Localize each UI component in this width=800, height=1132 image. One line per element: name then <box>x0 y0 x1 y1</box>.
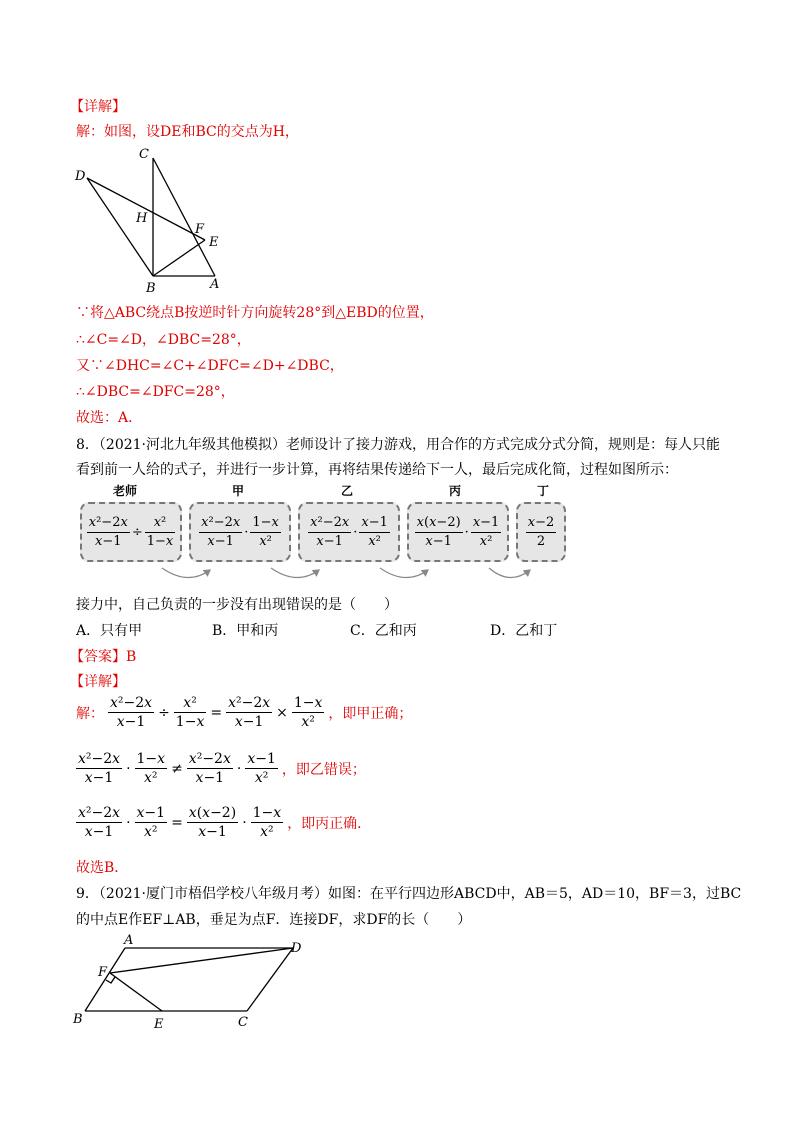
q8-question: 接力中，自己负责的一步没有出现错误的是（ ） <box>76 597 398 613</box>
q8-step-2: $\frac{\text{x²−2x}}{x-1}$ · $\frac{1-x}{\text{x²}}$ ≠ $\frac{\text{x²−2x}}{x-1}$ · $\frac{x-1}{\text{x²}}$ ，即乙错误； <box>78 751 366 786</box>
relay-arrows <box>80 560 580 586</box>
detail-heading: 【详解】 <box>70 99 126 115</box>
q8-option-b: B．甲和丙 <box>212 623 279 639</box>
detail-line-4: ∴∠DBC=∠DFC=28°， <box>76 384 235 400</box>
relay-box-teacher: $\frac{\text{x²−2x}}{x-1}$ ÷ $\frac{\text{x²}}{1-x}$ <box>80 502 182 562</box>
fig1-label-b: B <box>146 281 156 295</box>
q8-step1-suffix: ，即甲正确； <box>328 705 413 722</box>
q8-stem-line1: 8．（2021·河北九年级其他模拟）老师设计了接力游戏，用合作的方式完成分式分简，规则是：每人只能 <box>76 437 720 453</box>
detail-line-2: ∴∠C=∠D，∠DBC=28°， <box>76 332 251 348</box>
q8-step2-suffix: ，即乙错误； <box>281 761 366 778</box>
fig1-label-e: E <box>209 235 219 250</box>
q8-option-c: C．乙和丙 <box>350 623 417 639</box>
fig1-label-f: F <box>195 222 205 237</box>
relay-box-bing: $\frac{x(x-2)}{x-1}$ · $\frac{x-1}{\text{x²}}$ <box>407 502 509 562</box>
fig2-label-d: D <box>291 941 302 956</box>
q8-step3-suffix: ，即丙正确． <box>287 815 372 832</box>
q9-stem-line1: 9．（2021·厦门市梧侣学校八年级月考）如图：在平行四边形ABCD中，AB＝5，AD＝10，BF＝3，过BC <box>76 886 742 902</box>
detail-line-1: ∵将△ABC绕点B按逆时针方向旋转28°到△EBD的位置， <box>76 305 434 321</box>
box-label-teacher: 老师 <box>113 484 138 498</box>
q8-conclusion: 故选B． <box>76 860 129 876</box>
relay-box-yi: $\frac{\text{x²−2x}}{x-1}$ · $\frac{x-1}{\text{x²}}$ <box>298 502 400 562</box>
q8-step-prefix: 解： <box>76 705 104 722</box>
triangle-rotation-figure <box>70 140 230 295</box>
fig1-label-c: C <box>139 147 149 162</box>
fig2-label-a: A <box>124 933 134 948</box>
detail-line-5: 故选：A． <box>76 410 143 426</box>
fig1-label-d: D <box>75 169 86 184</box>
parallelogram-figure <box>65 928 325 1033</box>
fig2-label-c: C <box>238 1015 248 1030</box>
q8-option-d: D．乙和丁 <box>490 623 558 639</box>
detail-line-3: 又∵∠DHC=∠C+∠DFC=∠D+∠DBC， <box>76 358 344 374</box>
fig1-label-a: A <box>210 277 220 292</box>
q8-step-1: 解： $\frac{\text{x²−2x}}{x-1}$ ÷ $\frac{\text{x²}}{1-x}$ = $\frac{\text{x²−2x}}{x-1}$ × $\frac{1-x}{\text{x²}}$ ，即甲正确； <box>76 695 413 730</box>
q8-step-3: $\frac{\text{x²−2x}}{x-1}$ · $\frac{x-1}{\text{x²}}$ = $\frac{x(x-2)}{x-1}$ · $\frac{1-x}{\text{x²}}$ ，即丙正确． <box>78 805 372 840</box>
fig2-label-b: B <box>73 1012 83 1027</box>
relay-box-ding: $\frac{x-2}{2}$ <box>516 502 566 562</box>
q8-option-a: A．只有甲 <box>76 623 143 639</box>
q8-stem-line2: 看到前一人给的式子，并进行一步计算，再将结果传递给下一人，最后完成化简，过程如图所示： <box>76 462 678 478</box>
box-label-yi: 乙 <box>341 484 354 498</box>
fig1-label-h: H <box>136 211 148 226</box>
fig2-label-e: E <box>154 1017 164 1032</box>
q9-stem-line2: 的中点E作EF⊥AB，垂足为点F．连接DF，求DF的长（ ） <box>76 912 472 928</box>
detail-intro: 解：如图，设DE和BC的交点为H， <box>76 124 299 140</box>
q8-answer: 【答案】B <box>70 649 137 665</box>
box-label-ding: 丁 <box>537 484 550 498</box>
relay-box-jia: $\frac{\text{x²−2x}}{x-1}$ · $\frac{1-x}{\text{x²}}$ <box>189 502 291 562</box>
box-label-bing: 丙 <box>449 484 462 498</box>
box-label-jia: 甲 <box>232 484 245 498</box>
fig2-label-f: F <box>98 965 108 980</box>
q8-detail-heading: 【详解】 <box>70 674 126 690</box>
